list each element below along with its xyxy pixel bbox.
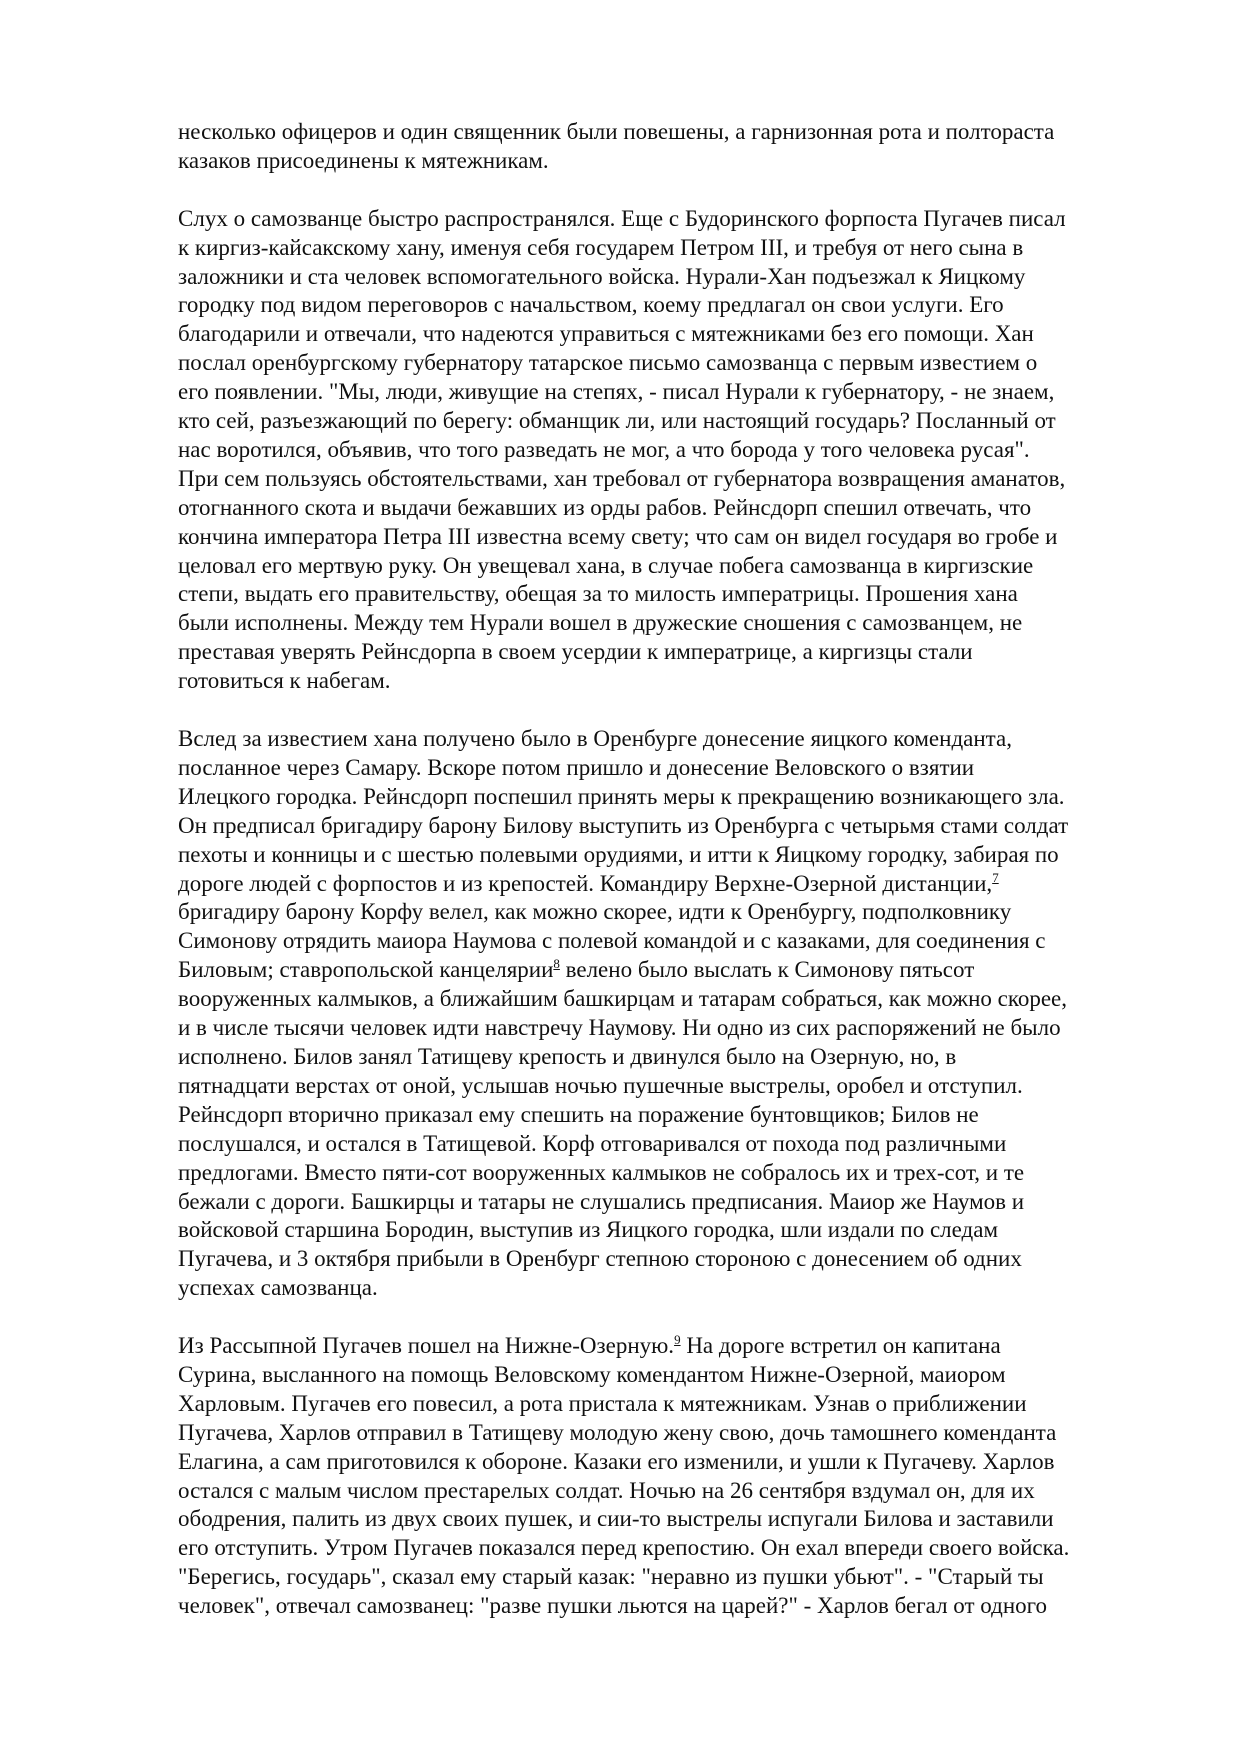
line-text: Илецкого городка. Рейнсдорп поспешил принять меры к прекращению возникающего зла.: [178, 783, 1065, 809]
line-text: его отступить. Утром Пугачев показался перед крепостию. Он ехал впереди своего войска.: [178, 1535, 1070, 1561]
line-text: степи, выдать его правительству, обещая за то милость императрицы. Прошения хана: [178, 581, 1018, 607]
line-text: Сурина, высланного на помощь Веловскому комендантом Нижне-Озерной, маиором: [178, 1361, 1006, 1387]
text-line: [178, 812, 1178, 841]
text-line: [178, 1072, 1178, 1101]
text-line: [178, 1014, 1178, 1043]
line-text: "Берегись, государь", сказал ему старый казак: "неравно из пушки убьют". - "Старый ты: [178, 1564, 1044, 1590]
line-text: кончина императора Петра III известна всему свету; что сам он видел государя во гробе и: [178, 523, 1058, 549]
text-line: [178, 1159, 1178, 1188]
line-text: заложники и ста человек вспомогательного войска. Нурали-Хан подъезжал к Яицкому: [178, 263, 1026, 289]
text-line: [178, 580, 1178, 609]
line-text: кто сей, разъезжающий по берегу: обманщик ли, или настоящий государь? Посланный от: [178, 408, 1056, 434]
line-text: преставая уверять Рейнсдорпа в своем усердии к императрице, а киргизцы стали: [178, 639, 973, 665]
line-text: Из Рассыпной Пугачев пошел на Нижне-Озерную.: [178, 1333, 675, 1359]
text-line: [178, 494, 1178, 523]
text-line: [178, 725, 1178, 754]
line-text: Биловым; ставропольской канцелярии: [178, 957, 554, 983]
text-line: [178, 465, 1178, 494]
text-line: [178, 1477, 1178, 1506]
paragraph: [178, 118, 1178, 176]
line-text: благодарили и отвечали, что надеются управиться с мятежниками без его помощи. Хан: [178, 321, 1034, 347]
line-text-continued: На дороге встретил он капитана: [680, 1333, 1001, 1359]
line-text: послушался, и остался в Татищевой. Корф отговаривался от похода под различными: [178, 1130, 1007, 1156]
text-line: [178, 841, 1178, 870]
line-text: человек", отвечал самозванец: "разве пушки льются на царей?" - Харлов бегал от одного: [178, 1593, 1048, 1619]
text-line: [178, 1101, 1178, 1130]
line-text: нас воротился, объявив, что того разведать не мог, а что борода у того человека русая".: [178, 436, 1030, 462]
line-text: Пугачева, и 3 октября прибыли в Оренбург степною стороною с донесением об одних: [178, 1246, 1022, 1272]
text-line: [178, 927, 1178, 956]
line-text: исполнено. Билов занял Татищеву крепость и двинулся было на Озерную, но, в: [178, 1043, 957, 1069]
text-line: [178, 147, 1178, 176]
line-text: вооруженных калмыков, а ближайшим башкирцам и татарам собраться, как можно скорее,: [178, 986, 1068, 1012]
line-text: пехоты и конницы и с шестью полевыми орудиями, и итти к Яицкому городку, забирая по: [178, 841, 1059, 867]
paragraph: [178, 1332, 1178, 1621]
text-line: [178, 638, 1178, 667]
line-text: предлогами. Вместо пяти-сот вооруженных калмыков не собралось их и трех-сот, и те: [178, 1159, 1025, 1185]
line-text: отогнанного скота и выдачи бежавших из орды рабов. Рейнсдорп спешил отвечать, что: [178, 494, 1032, 520]
line-text: Симонову отрядить маиора Наумова с полевой командой и с казаками, для соединения с: [178, 928, 1046, 954]
text-line: [178, 1043, 1178, 1072]
line-text: его появлении. "Мы, люди, живущие на степях, - писал Нурали к губернатору, - не знаем,: [178, 379, 1055, 405]
text-line: [178, 205, 1178, 234]
line-text: При сем пользуясь обстоятельствами, хан требовал от губернатора возвращения аманатов,: [178, 465, 1066, 491]
text-line: [178, 1505, 1178, 1534]
line-text: послал оренбургскому губернатору татарское письмо самозванца с первым известием о: [178, 350, 1038, 376]
text-line: [178, 1390, 1178, 1419]
text-line: [178, 898, 1178, 927]
text-line: [178, 291, 1178, 320]
line-text: ободрения, палить из двух своих пушек, и сии-то выстрелы испугали Билова и заставили: [178, 1506, 1054, 1532]
text-line: [178, 1216, 1178, 1245]
line-text: Рейнсдорп вторично приказал ему спешить на поражение бунтовщиков; Билов не: [178, 1101, 979, 1127]
text-line: [178, 609, 1178, 638]
line-text: были исполнены. Между тем Нурали вошел в дружеские сношения с самозванцем, не: [178, 610, 1023, 636]
text-line: [178, 1563, 1178, 1592]
paragraph: [178, 205, 1178, 696]
line-text: дороге людей с форпостов и из крепостей. Командиру Верхне-Озерной дистанции,: [178, 870, 993, 896]
line-text: к киргиз-кайсакскому хану, именуя себя государем Петром III, и требуя от него сына в: [178, 234, 1024, 260]
text-line: [178, 118, 1178, 147]
line-text: Слух о самозванце быстро распространялся. Еще с Будоринского форпоста Пугачев писал: [178, 205, 1066, 231]
line-text: Он предписал бригадиру барону Билову выступить из Оренбурга с четырьмя стами солдат: [178, 812, 1069, 838]
line-text: несколько офицеров и один священник были повешены, а гарнизонная рота и полтораста: [178, 119, 1055, 144]
paragraph: [178, 725, 1178, 1303]
line-text-continued: велено было выслать к Симонову пятьсот: [559, 957, 975, 983]
text-line: [178, 523, 1178, 552]
line-text: городку под видом переговоров с начальством, коему предлагал он свои услуги. Его: [178, 292, 1004, 318]
text-line: [178, 436, 1178, 465]
footnote-link[interactable]: 8: [553, 956, 560, 972]
line-text: Пугачева, Харлов отправил в Татищеву молодую жену свою, дочь тамошнего коменданта: [178, 1419, 1057, 1445]
line-text: Харловым. Пугачев его повесил, а рота пристала к мятежникам. Узнав о приближении: [178, 1390, 1027, 1416]
line-text: бригадиру барону Корфу велел, как можно скорее, идти к Оренбургу, подполковнику: [178, 899, 1012, 925]
text-line: [178, 234, 1178, 263]
text-line: [178, 985, 1178, 1014]
line-text: пятнадцати верстах от оной, услышав ночью пушечные выстрелы, оробел и отступил.: [178, 1072, 1023, 1098]
text-line: [178, 407, 1178, 436]
text-line: [178, 320, 1178, 349]
line-text: Елагина, а сам приготовился к обороне. Казаки его изменили, и ушли к Пугачеву. Харлов: [178, 1448, 1055, 1474]
text-line: [178, 1130, 1178, 1159]
text-line: [178, 1274, 1178, 1303]
document-body: [178, 118, 1178, 1650]
text-line: [178, 378, 1178, 407]
text-line: [178, 754, 1178, 783]
text-line: [178, 263, 1178, 292]
text-line: [178, 1448, 1178, 1477]
text-line: [178, 1245, 1178, 1274]
line-text: и в числе тысячи человек идти навстречу Наумову. Ни одно из сих распоряжений не было: [178, 1015, 1061, 1041]
text-line: [178, 1332, 1178, 1361]
footnote-link[interactable]: 9: [674, 1332, 681, 1348]
line-text: успехах самозванца.: [178, 1275, 378, 1301]
text-line: [178, 1361, 1178, 1390]
text-line: [178, 1188, 1178, 1217]
line-text: казаков присоединены к мятежникам.: [178, 147, 549, 173]
line-text: готовиться к набегам.: [178, 668, 391, 694]
line-text: целовал его мертвую руку. Он увещевал хана, в случае побега самозванца в киргизские: [178, 552, 1034, 578]
text-line: [178, 349, 1178, 378]
text-line: [178, 1419, 1178, 1448]
text-line: [178, 870, 1178, 899]
footnote-link[interactable]: 7: [992, 869, 999, 885]
line-text: Вслед за известием хана получено было в Оренбурге донесение яицкого коменданта,: [178, 726, 1012, 751]
text-line: [178, 552, 1178, 581]
line-text: посланное через Самару. Вскоре потом пришло и донесение Веловского о взятии: [178, 754, 975, 780]
text-line: [178, 1534, 1178, 1563]
text-line: [178, 783, 1178, 812]
text-line: [178, 1592, 1178, 1621]
line-text: остался с малым числом престарелых солдат. Ночью на 26 сентября вздумал он, для их: [178, 1477, 1035, 1503]
text-line: [178, 667, 1178, 696]
line-text: бежали с дороги. Башкирцы и татары не слушались предписания. Маиор же Наумов и: [178, 1188, 1025, 1214]
text-line: [178, 956, 1178, 985]
line-text: войсковой старшина Бородин, выступив из Яицкого городка, шли издали по следам: [178, 1217, 999, 1243]
